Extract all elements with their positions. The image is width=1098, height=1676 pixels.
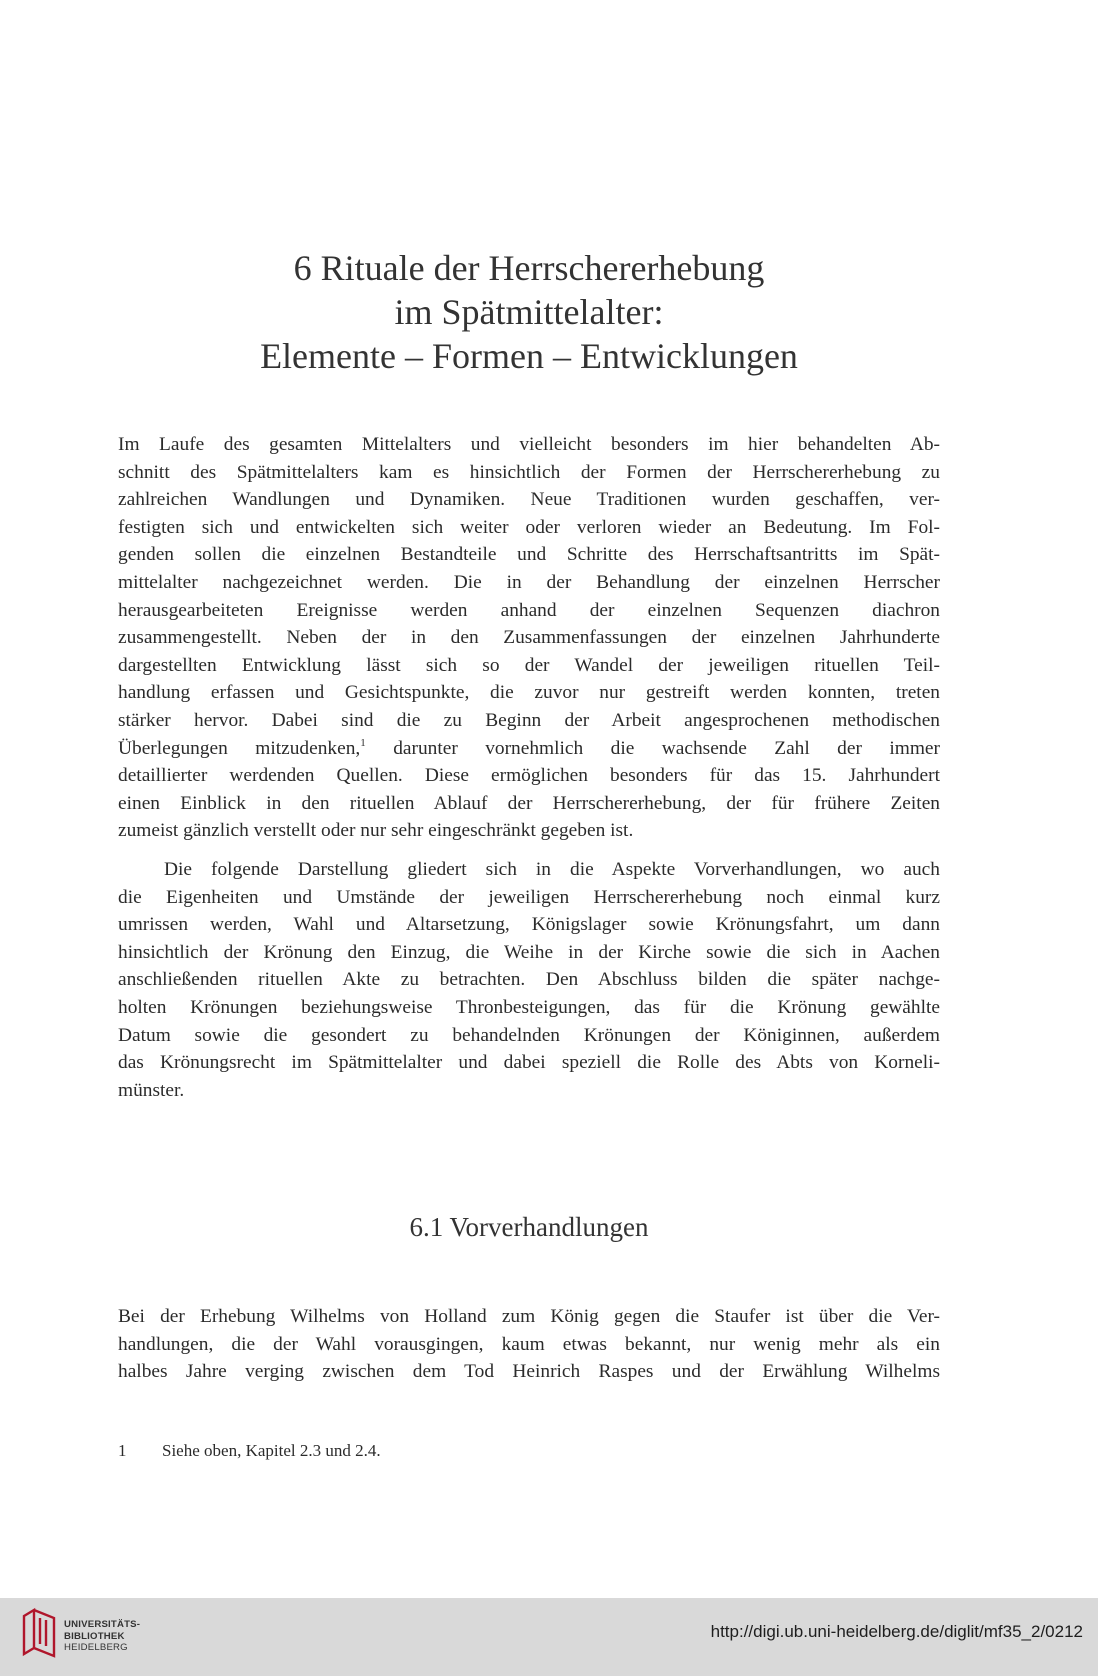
chapter-title-line: Elemente – Formen – Entwicklungen [260,336,798,376]
paragraph-3 [118,1303,940,1386]
text-line: genden sollen die einzelnen Bestandteile und Schritte des Herrschaftsantritts im Spät- [118,544,940,566]
text-line: handlungen, die der Wahl vorausgingen, kaum etwas bekannt, nur wenig mehr als ein [118,1333,940,1355]
section-title: 6.1 Vorverhandlungen [409,1212,649,1242]
text-line: Im Laufe des gesamten Mittelalters und vielleicht besonders im hier behandelten Ab- [118,434,940,455]
text-line: stärker hervor. Dabei sind die zu Beginn der Arbeit angesprochenen methodischen [118,709,940,731]
text-line-with-footnote [118,735,940,763]
chapter-title [0,246,1058,378]
library-name [64,1619,140,1654]
text-line: schnitt des Spätmittelalters kam es hinsichtlich der Formen der Herrschererhebung zu [118,461,940,483]
text-segment: darunter vornehmlich die wachsende Zahl der immer [365,737,940,759]
text-line: zusammengestellt. Neben der in den Zusammenfassungen der einzelnen Jahrhunderte [118,627,940,649]
text-line: dargestellten Entwicklung lässt sich so der Wandel der jeweiligen rituellen Teil- [118,654,940,676]
library-name-line: BIBLIOTHEK [64,1630,125,1642]
text-line: Bei der Erhebung Wilhelms von Holland zum König gegen die Staufer ist über die Ver- [118,1306,940,1327]
source-url-link[interactable]: http://digi.ub.uni-heidelberg.de/diglit/mf35_2/0212 [710,1622,1083,1641]
library-name-line: UNIVERSITÄTS- [64,1619,141,1630]
text-line: hinsichtlich der Krönung den Einzug, die Weihe in der Kirche sowie die sich in Aachen [118,941,940,963]
text-line: zahlreichen Wandlungen und Dynamiken. Neue Traditionen wurden geschaffen, ver- [118,489,940,511]
text-line: herausgearbeiteten Ereignisse werden anhand der einzelnen Sequenzen diachron [118,599,940,621]
text-segment: Überlegungen mitzudenken, [118,737,361,759]
footnote-text: Siehe oben, Kapitel 2.3 und 2.4. [162,1441,381,1460]
text-line: holten Krönungen beziehungsweise Thronbesteigungen, das für die Krönung gewählte [118,996,940,1018]
text-line: Datum sowie die gesondert zu behandelnden Krönungen der Königinnen, außerdem [118,1024,940,1046]
chapter-title-line: im Spätmittelalter: [394,292,664,332]
library-name-line: HEIDELBERG [64,1642,128,1653]
text-line: detaillierter werdenden Quellen. Diese ermöglichen besonders für das 15. Jahrhundert [118,765,940,787]
footer-bar [0,1598,1098,1676]
text-line: das Krönungsrecht im Spätmittelalter und dabei speziell die Rolle des Abts von Korneli- [118,1052,940,1074]
text-line: zumeist gänzlich verstellt oder nur sehr eingeschränkt gegeben ist. [118,820,634,842]
text-line: die Eigenheiten und Umstände der jeweiligen Herrschererhebung noch einmal kurz [118,886,940,908]
library-logo-icon [20,1604,58,1660]
footnote-number: 1 [118,1441,127,1460]
footnote [118,1441,381,1461]
chapter-title-line: 6 Rituale der Herrschererhebung [293,248,765,288]
text-line: anschließenden rituellen Akte zu betrachten. Den Abschluss bilden die später nachge- [118,969,940,991]
text-line: umrissen werden, Wahl und Altarsetzung, Königslager sowie Krönungsfahrt, um dann [118,914,940,936]
text-line: halbes Jahre verging zwischen dem Tod Heinrich Raspes und der Erwählung Wilhelms [118,1361,940,1383]
paragraph-2 [118,856,940,1104]
text-line: Die folgende Darstellung gliedert sich in die Aspekte Vorverhandlungen, wo auch [164,859,940,880]
text-line: handlung erfassen und Gesichtspunkte, die zuvor nur gestreift werden konnten, treten [118,682,940,704]
footnote-reference[interactable]: 1 [360,736,366,749]
text-line: festigten sich und entwickelten sich weiter oder verloren wieder an Bedeutung. Im Fol- [118,516,940,538]
text-line: einen Einblick in den rituellen Ablauf der Herrschererhebung, der für frühere Zeiten [118,792,940,814]
text-line: münster. [118,1079,185,1101]
text-line: mittelalter nachgezeichnet werden. Die in der Behandlung der einzelnen Herrscher [118,571,940,593]
paragraph-1 [118,431,940,845]
